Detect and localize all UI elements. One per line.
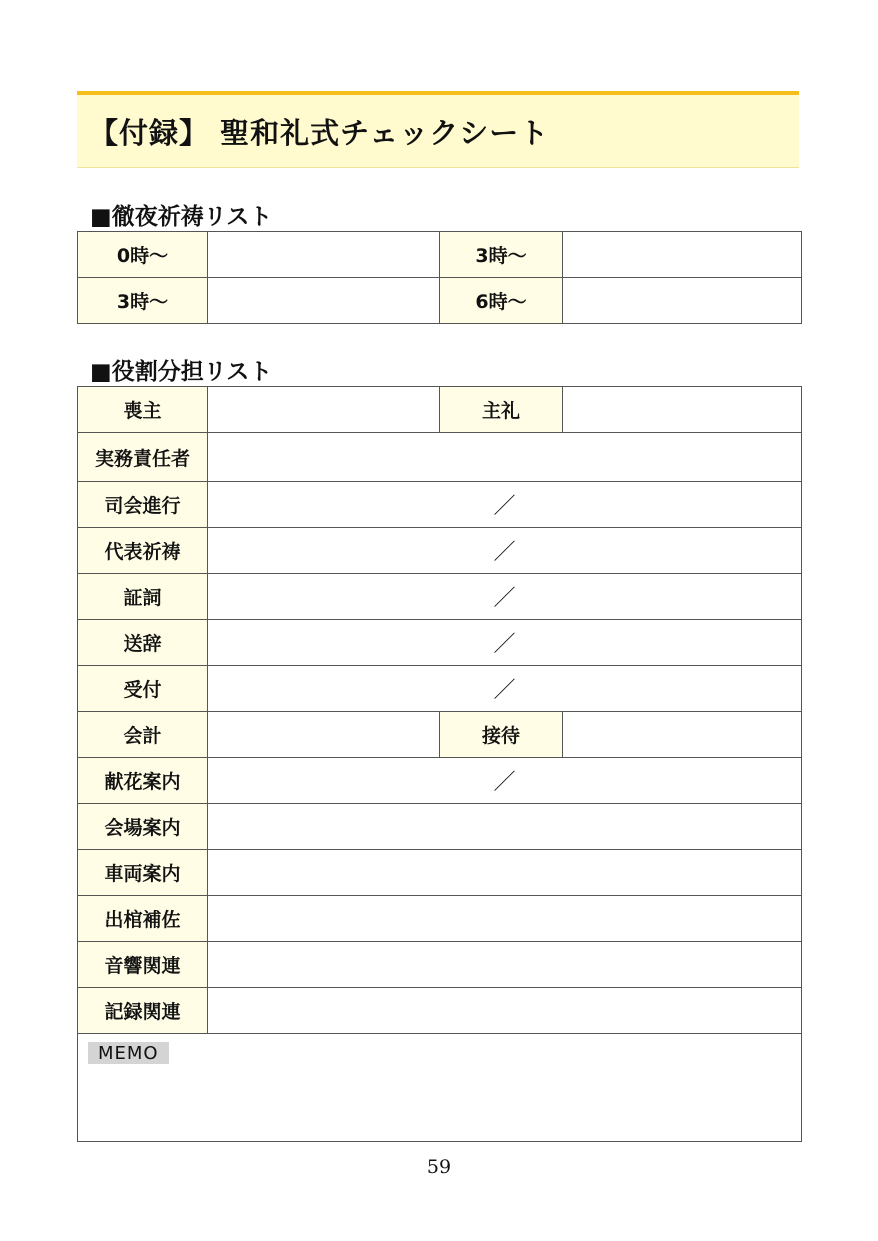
role-label-chief-mourner: 喪主 — [78, 387, 208, 433]
page-number: 59 — [426, 1156, 452, 1178]
role-row — [78, 574, 802, 620]
slash-separator: ／ — [493, 540, 516, 565]
role-label-coffin-assist: 出棺補佐 — [78, 896, 208, 942]
role-row — [78, 850, 802, 896]
vigil-time-label: 3時～ — [440, 232, 563, 278]
vigil-time-label: 3時～ — [78, 278, 208, 324]
slash-separator: ／ — [493, 494, 516, 519]
role-list-heading: ■役割分担リスト — [90, 359, 273, 385]
slash-separator: ／ — [493, 632, 516, 657]
role-field-venue-guide[interactable] — [208, 804, 802, 850]
role-label-mc: 司会進行 — [78, 482, 208, 528]
role-row — [78, 482, 802, 528]
role-label-farewell-address: 送辞 — [78, 620, 208, 666]
role-field-mc[interactable] — [208, 482, 802, 528]
role-label-reception: 受付 — [78, 666, 208, 712]
role-label-venue-guide: 会場案内 — [78, 804, 208, 850]
role-field-hospitality[interactable] — [563, 712, 802, 758]
role-row — [78, 712, 802, 758]
vigil-prayer-table — [77, 231, 802, 324]
slash-separator: ／ — [493, 586, 516, 611]
role-row — [78, 942, 802, 988]
role-label-officiant: 主礼 — [440, 387, 563, 433]
role-label-manager: 実務責任者 — [78, 433, 208, 482]
vigil-time-label: 0時～ — [78, 232, 208, 278]
memo-row — [78, 1034, 802, 1142]
role-row — [78, 666, 802, 712]
role-field-vehicle-guide[interactable] — [208, 850, 802, 896]
page-title: 【付録】 聖和礼式チェックシート — [89, 116, 550, 150]
vigil-name-field[interactable] — [208, 232, 440, 278]
role-assignment-table — [77, 386, 802, 1142]
role-field-recording[interactable] — [208, 988, 802, 1034]
role-field-officiant[interactable] — [563, 387, 802, 433]
role-row — [78, 988, 802, 1034]
role-field-testimony[interactable] — [208, 574, 802, 620]
role-field-manager[interactable] — [208, 433, 802, 482]
role-label-testimony: 証詞 — [78, 574, 208, 620]
vigil-row — [78, 232, 802, 278]
role-row — [78, 758, 802, 804]
slash-separator: ／ — [493, 770, 516, 795]
role-field-flower-guide[interactable] — [208, 758, 802, 804]
role-label-hospitality: 接待 — [440, 712, 563, 758]
role-label-audio: 音響関連 — [78, 942, 208, 988]
role-row — [78, 620, 802, 666]
role-row — [78, 387, 802, 433]
vigil-row — [78, 278, 802, 324]
vigil-time-label: 6時～ — [440, 278, 563, 324]
role-field-chief-mourner[interactable] — [208, 387, 440, 433]
role-field-audio[interactable] — [208, 942, 802, 988]
role-label-accounting: 会計 — [78, 712, 208, 758]
title-banner — [77, 91, 799, 168]
vigil-name-field[interactable] — [208, 278, 440, 324]
vigil-name-field[interactable] — [563, 278, 802, 324]
role-row — [78, 804, 802, 850]
slash-separator: ／ — [493, 678, 516, 703]
role-row — [78, 896, 802, 942]
role-label-vehicle-guide: 車両案内 — [78, 850, 208, 896]
role-row — [78, 528, 802, 574]
role-label-flower-guide: 献花案内 — [78, 758, 208, 804]
vigil-name-field[interactable] — [563, 232, 802, 278]
memo-label: MEMO — [88, 1042, 169, 1064]
role-label-recording: 記録関連 — [78, 988, 208, 1034]
role-label-representative-prayer: 代表祈祷 — [78, 528, 208, 574]
role-field-accounting[interactable] — [208, 712, 440, 758]
role-field-reception[interactable] — [208, 666, 802, 712]
vigil-list-heading: ■徹夜祈祷リスト — [90, 204, 273, 230]
role-field-farewell-address[interactable] — [208, 620, 802, 666]
role-field-representative-prayer[interactable] — [208, 528, 802, 574]
memo-area[interactable] — [78, 1034, 802, 1142]
role-row — [78, 433, 802, 482]
role-field-coffin-assist[interactable] — [208, 896, 802, 942]
